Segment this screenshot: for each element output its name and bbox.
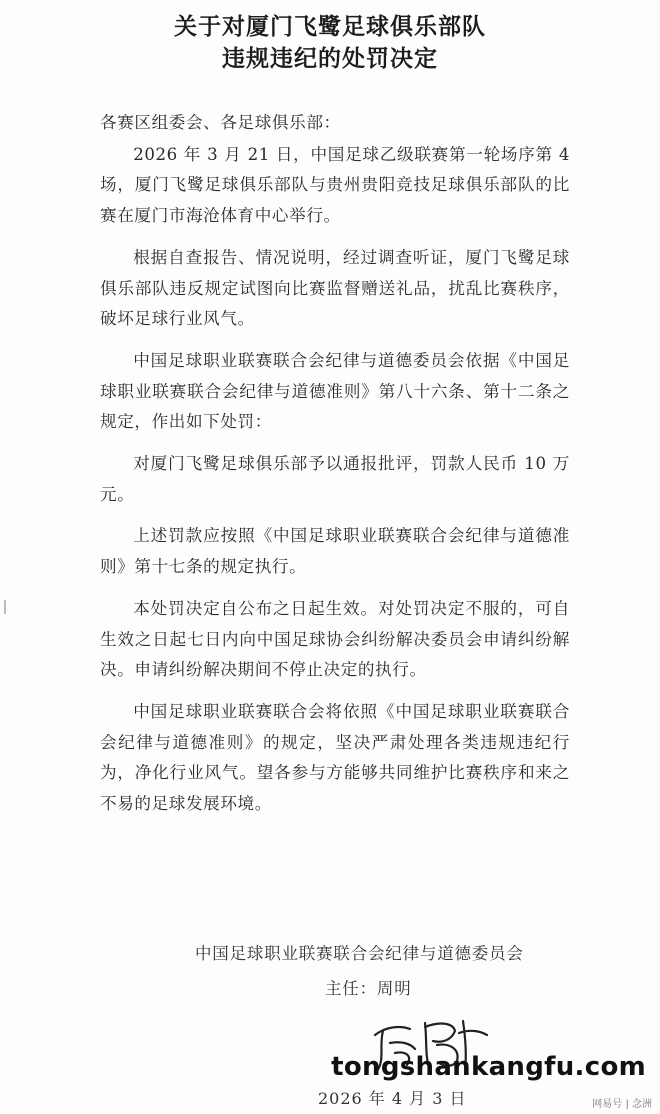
salutation: 各赛区组委会、各足球俱乐部： [100, 113, 341, 132]
document-date: 2026 年 4 月 3 日 [318, 1089, 467, 1108]
paragraph-penalty: 对厦门飞鹭足球俱乐部予以通报批评，罚款人民币 10 万元。 [100, 454, 570, 504]
document-body [100, 108, 570, 831]
paragraph-investigation: 根据自查报告、情况说明，经过调查听证，厦门飞鹭足球俱乐部队违反规定试图向比赛监督赠送礼品，扰乱比赛秩序，破坏足球行业风气。 [100, 247, 570, 329]
signer-committee: 中国足球职业联赛联合会纪律与道德委员会 [195, 944, 524, 963]
paragraph-match-info: 2026 年 3 月 21 日，中国足球乙级联赛第一轮场序第 4 场，厦门飞鹭足球俱乐部队与贵州贵阳竞技足球俱乐部队的比赛在厦门市海沧体育中心举行。 [100, 144, 570, 226]
paragraph-effective-appeal: 本处罚决定自公布之日起生效。对处罚决定不服的，可自生效之日起七日内向中国足球协会纠纷解决委员会申请纠纷解决。申请纠纷解决期间不停止决定的执行。 [100, 598, 570, 680]
paragraph-legal-basis: 中国足球职业联赛联合会纪律与道德委员会依据《中国足球职业联赛联合会纪律与道德准则》第八十六条、第十二条之规定，作出如下处罚： [100, 350, 570, 432]
corner-logo: 网易号 | 念洲 [592, 1099, 652, 1110]
paragraph-closing: 中国足球职业联赛联合会将依照《中国足球职业联赛联合会纪律与道德准则》的规定，坚决严肃处理各类违规违纪行为，净化行业风气。望各参与方能够共同维护比赛秩序和来之不易的足球发展环境。 [100, 701, 570, 814]
scan-edge-mark [4, 600, 6, 614]
chair-name: 主任：周明 [325, 979, 412, 998]
document-title-line2: 违规违纪的处罚决定 [222, 46, 438, 72]
paragraph-fine-execution: 上述罚款应按照《中国足球职业联赛联合会纪律与道德准则》第十七条的规定执行。 [100, 526, 570, 577]
document-title-line1: 关于对厦门飞鹭足球俱乐部队 [174, 14, 486, 40]
watermark-text: tongshankangfu.com [331, 1052, 646, 1082]
